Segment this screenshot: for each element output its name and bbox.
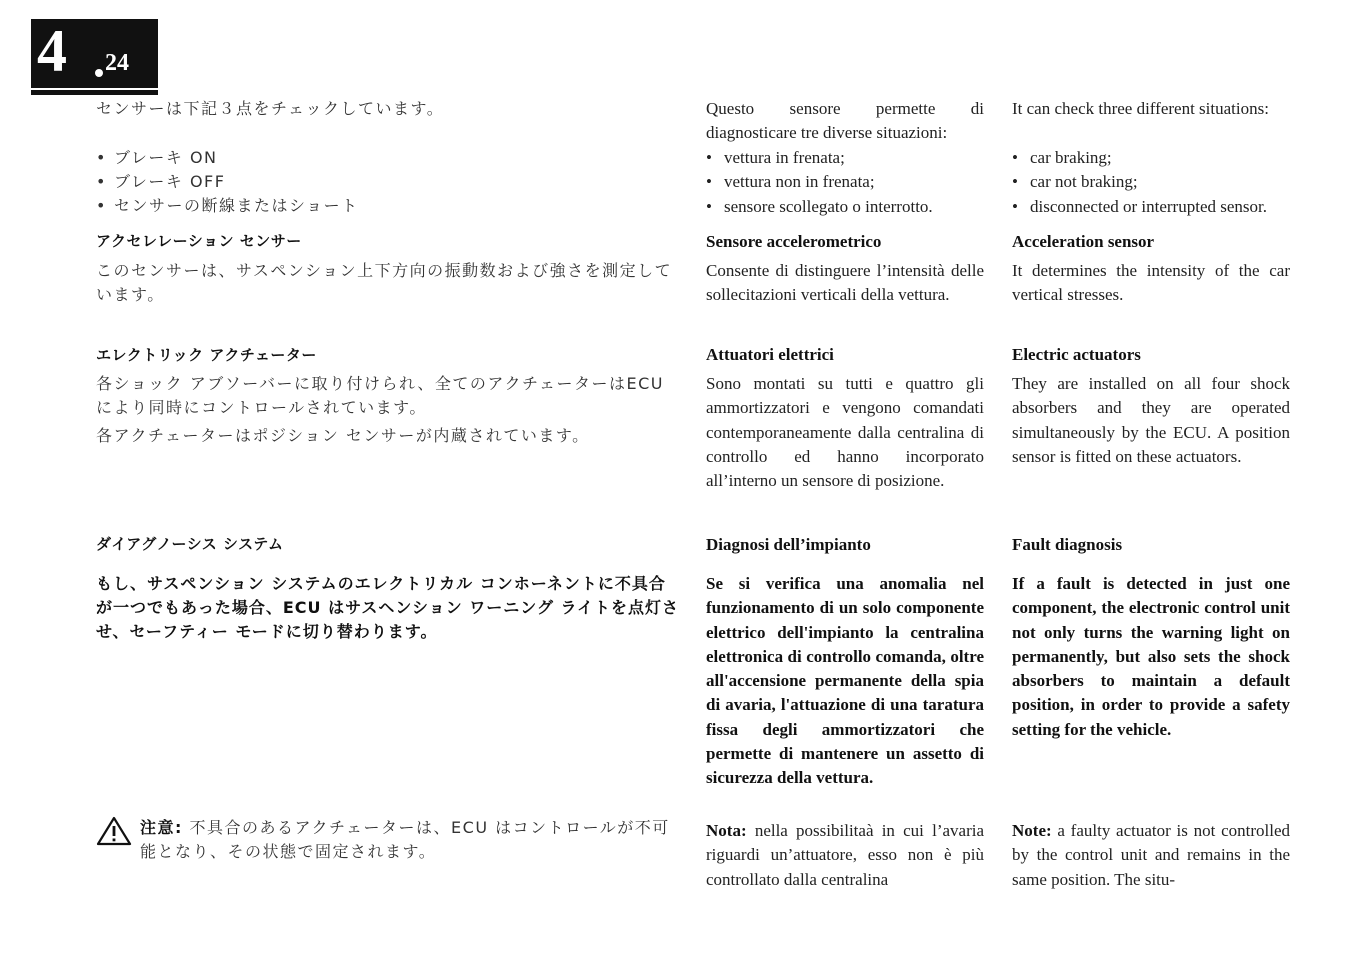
jp-check-list: [96, 146, 686, 218]
page-number-major: 4: [37, 18, 67, 84]
jp-accel-text: このセンサーは、サスペンション上下方向の振動数および強さを測定しています。: [96, 261, 673, 304]
en-accel-heading: Acceleration sensor: [1012, 232, 1155, 251]
en-check-item: • disconnected or interrupted sensor.: [1012, 195, 1290, 219]
en-check-item: • car not braking;: [1012, 170, 1290, 194]
en-note: [1012, 819, 1290, 892]
en-note-label: Note:: [1012, 821, 1052, 840]
page-number-badge: [31, 19, 158, 88]
it-check-item: • vettura in frenata;: [706, 146, 984, 170]
jp-note-text: 不具合のあるアクチェーターは、ECU はコントロールが不可能となり、その状態で固定されます。: [140, 818, 670, 861]
it-diag-heading: Diagnosi dell’impianto: [706, 535, 871, 554]
jp-check-item: • ブレーキ ON: [96, 146, 686, 170]
en-intro: It can check three different situations:: [1012, 99, 1269, 118]
en-actuators-heading: Electric actuators: [1012, 345, 1141, 364]
jp-note: [96, 816, 686, 864]
page-number-dot: [95, 69, 103, 77]
it-check-item: • sensore scollegato o interrotto.: [706, 195, 984, 219]
en-check-list: [1012, 146, 1290, 219]
jp-check-item: • ブレーキ OFF: [96, 170, 686, 194]
en-actuators-text: They are installed on all four shock absorbers and they are operated simultaneously by the ECU. A position sensor is fitted on these actuators.: [1012, 374, 1290, 466]
en-accel-text: It determines the intensity of the car vertical stresses.: [1012, 261, 1290, 305]
jp-check-item: • センサーの断線またはショート: [96, 194, 686, 218]
it-diag-text: Se si verifica una anomalia nel funzionamento di un solo componente elettrico dell'impianto la centralina elettronica di controllo comanda, oltre all'accensione permanente della spia di avaria, l'attuazione di una taratura fissa degli ammortizzatori che permette di mantenere un assetto di sicurezza della vettura.: [706, 574, 984, 788]
jp-intro: センサーは下記３点をチェックしています。: [96, 99, 445, 118]
warning-triangle-icon: [96, 816, 132, 846]
jp-diag-text: もし、サスペンション システムのエレクトリカル コンホーネントに不具合が一つでもあった場合、ECU はサスヘンション ワーニング ライトを点灯させ、セーフティー モードに切り替わります。: [96, 574, 680, 641]
jp-note-label: 注意:: [140, 818, 183, 837]
jp-note-body: [140, 816, 680, 864]
jp-accel-heading: アクセレレーション センサー: [96, 232, 302, 250]
en-diag-heading: Fault diagnosis: [1012, 535, 1123, 554]
en-check-item: • car braking;: [1012, 146, 1290, 170]
en-diag-text: If a fault is detected in just one component, the electronic control unit not only turns the warning light on permanently, but also sets the shock absorbers to maintain a default position, in order to provide a safety setting for the vehicle.: [1012, 574, 1290, 739]
it-check-item: • vettura non in frenata;: [706, 170, 984, 194]
jp-actuators-heading: エレクトリック アクチェーター: [96, 346, 317, 364]
it-actuators-heading: Attuatori elettrici: [706, 345, 834, 364]
it-intro: Questo sensore permette di diagnosticare tre diverse situazioni:: [706, 99, 984, 143]
it-note: [706, 819, 984, 892]
en-note-text: a faulty actuator is not controlled by the control unit and remains in the same position. The situ-: [1012, 821, 1290, 889]
it-actuators-text: Sono montati su tutti e quattro gli ammortizzatori e vengono comandati contemporaneamente dalla centralina di controllo ed hanno incorporato all’interno un sensore di posizione.: [706, 374, 984, 491]
it-note-text: nella possibilitaà in cui l’avaria riguardi un’attuatore, esso non è più controllato dalla centralina: [706, 821, 984, 889]
it-note-label: Nota:: [706, 821, 747, 840]
header-rule: [31, 90, 158, 95]
it-accel-text: Consente di distinguere l’intensità delle sollecitazioni verticali della vettura.: [706, 261, 984, 305]
it-check-list: [706, 146, 984, 219]
jp-actuators-text-1: 各ショック アブソーバーに取り付けられ、全てのアクチェーターはECU により同時にコントロールされています。: [96, 374, 664, 417]
jp-diag-heading: ダイアグノーシス システム: [96, 535, 284, 553]
jp-actuators-text-2: 各アクチェーターはポジション センサーが内蔵されています。: [96, 426, 590, 445]
page-number-minor: 24: [105, 50, 129, 76]
it-accel-heading: Sensore accelerometrico: [706, 232, 882, 251]
